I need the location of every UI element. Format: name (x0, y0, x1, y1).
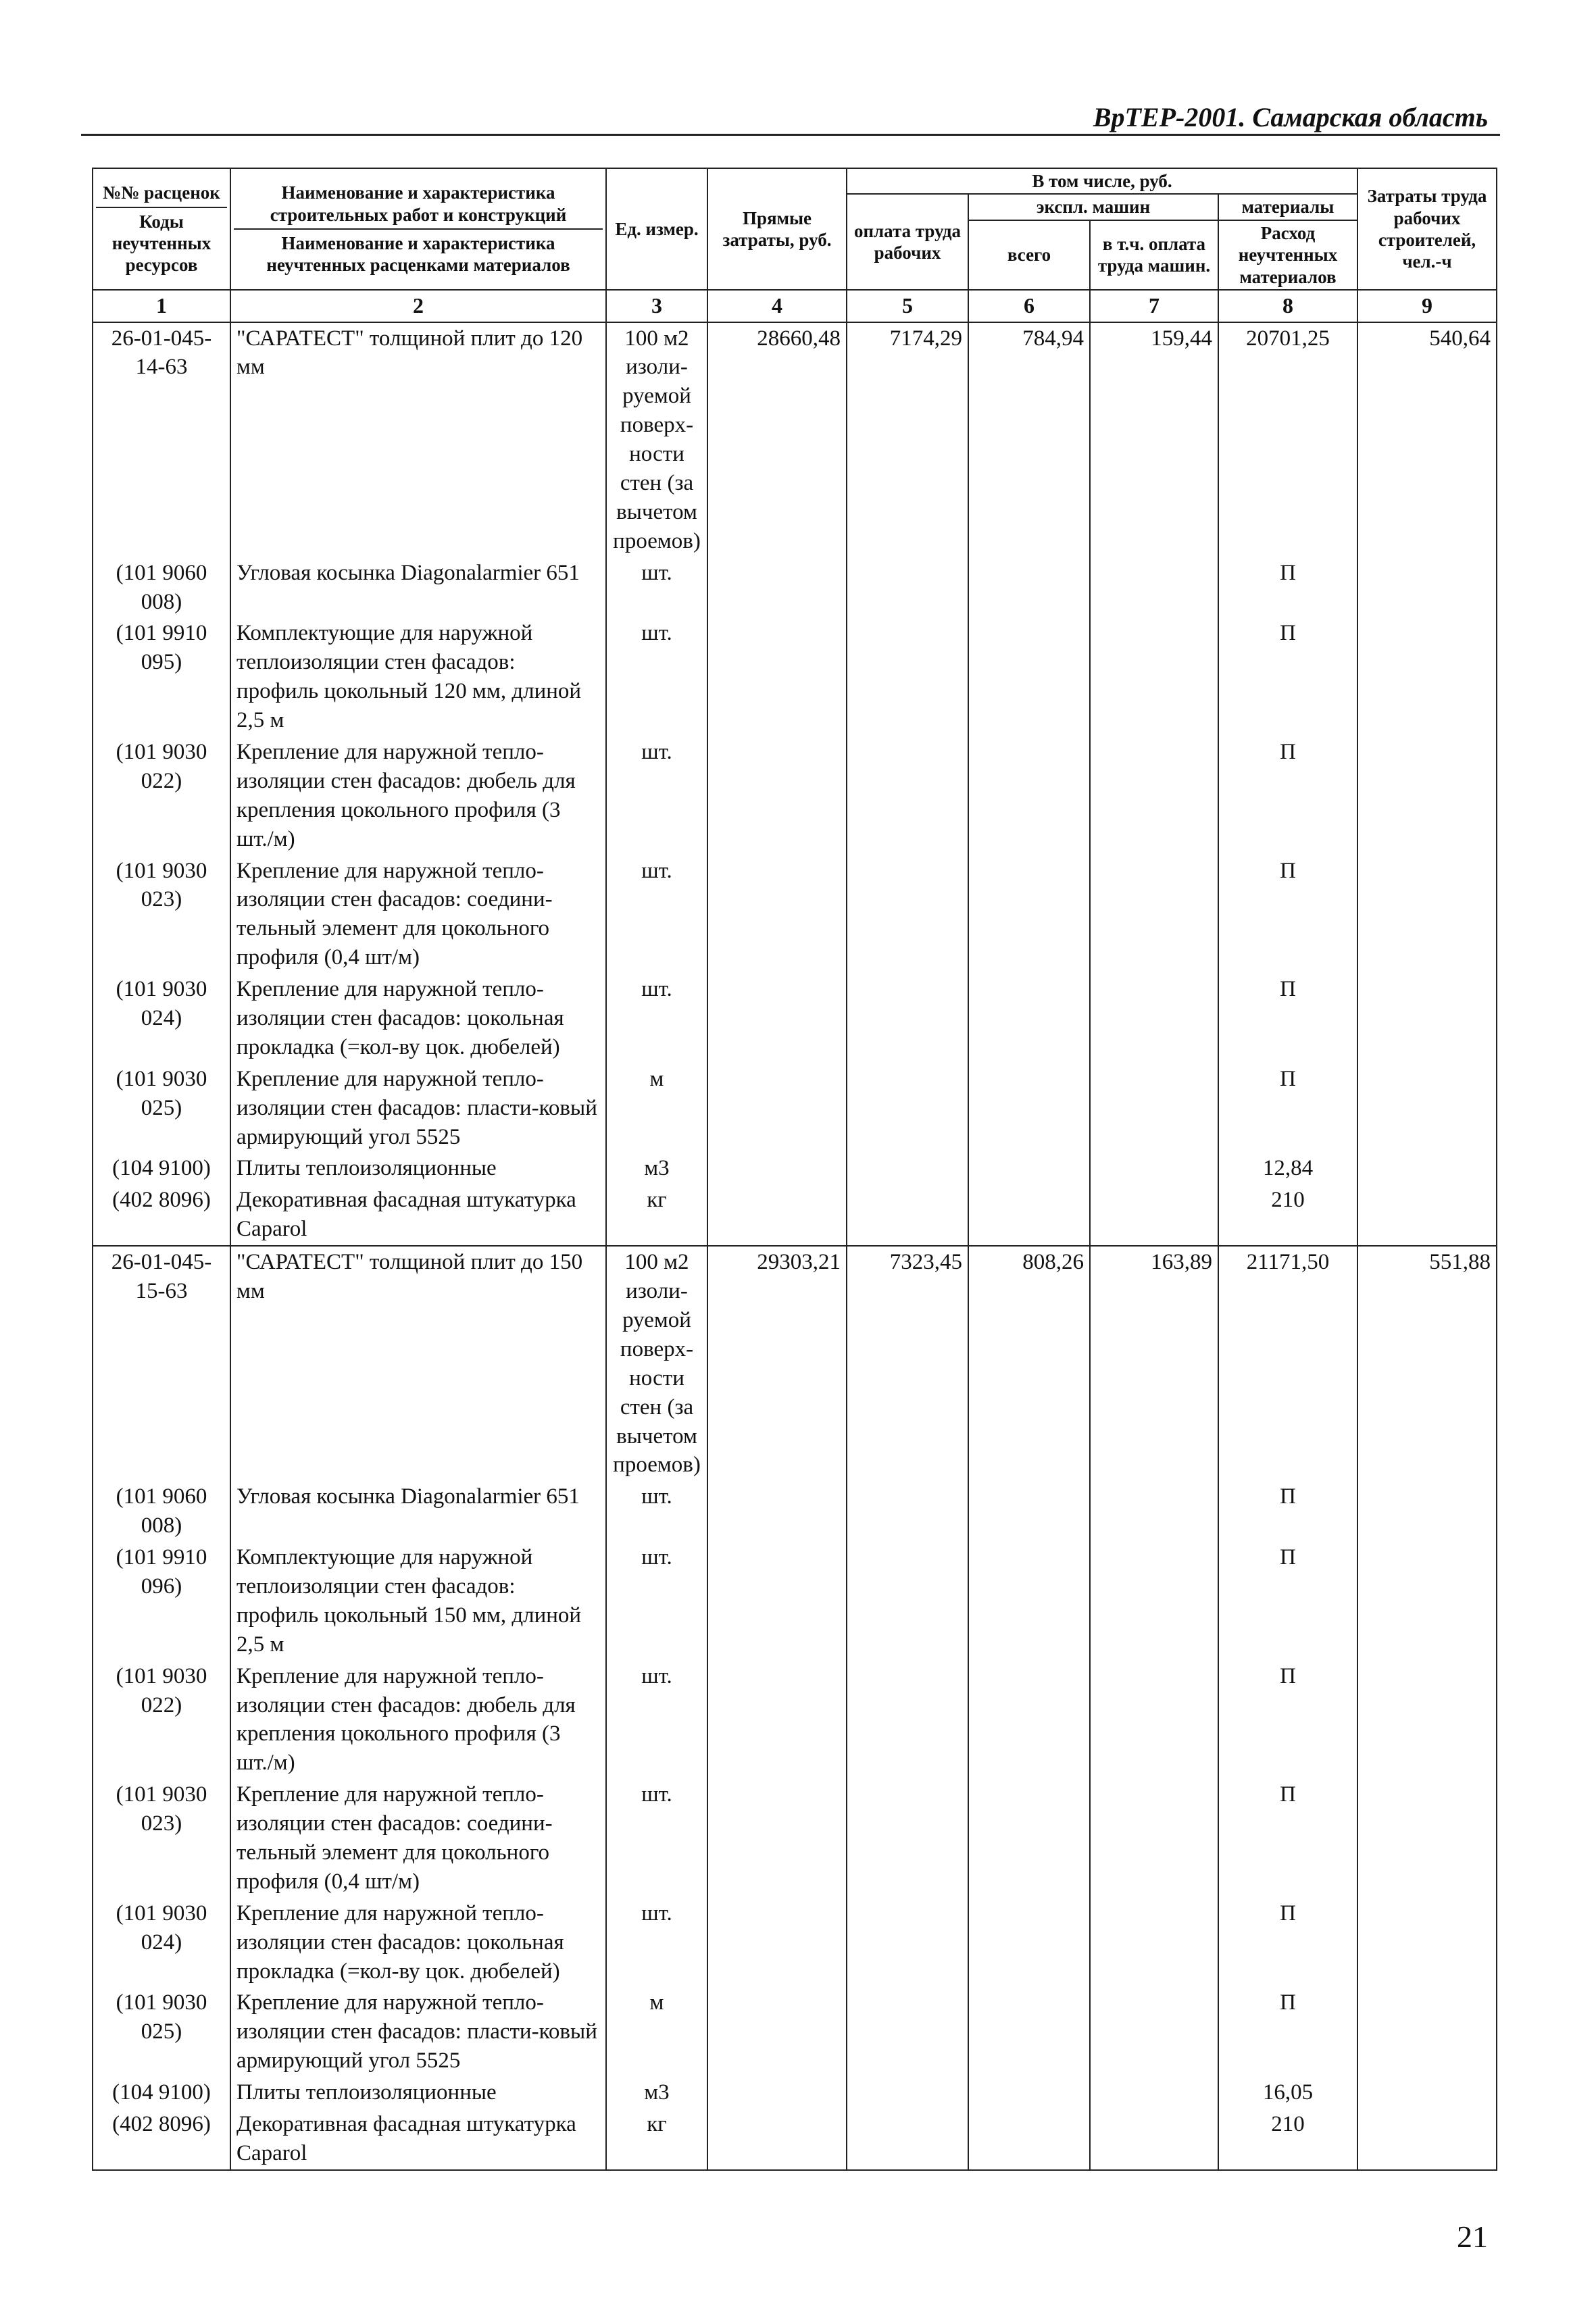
materials-cell: П (1218, 1542, 1357, 1661)
direct-cost-cell (707, 1779, 847, 1898)
labor-pay-cell (847, 974, 968, 1063)
labor-hours-cell (1357, 1661, 1497, 1780)
labor-hours-cell (1357, 1987, 1497, 2077)
resource-code: (101 9030 023) (93, 1779, 230, 1898)
labor-pay-cell: 7174,29 (847, 322, 968, 557)
rate-rows (93, 322, 1497, 2170)
machine-labor-cell (1090, 1987, 1218, 2077)
table-row (93, 736, 1497, 855)
item-name: Комплектующие для наружной теплоизоляции стен фасадов: профиль цокольный 120 мм, длиной 2,5 м (230, 618, 606, 736)
column-number: 9 (1357, 290, 1497, 322)
page-number: 21 (1457, 2219, 1488, 2254)
direct-cost-cell (707, 974, 847, 1063)
running-title: ВрТЕР-2001. Самарская область (1093, 102, 1488, 132)
machine-labor-cell: 163,89 (1090, 1246, 1218, 1481)
labor-pay-cell (847, 1481, 968, 1542)
labor-hours-cell (1357, 1153, 1497, 1184)
direct-cost-cell (707, 1153, 847, 1184)
header-labor-costs: Затраты труда рабочих строителей, чел.-ч (1357, 168, 1497, 290)
column-number: 5 (847, 290, 968, 322)
machine-total-cell (968, 618, 1090, 736)
labor-pay-cell (847, 1661, 968, 1780)
resource-code: 26-01-045-15-63 (93, 1246, 230, 1481)
column-number: 2 (230, 290, 606, 322)
item-name: Комплектующие для наружной теплоизоляции стен фасадов: профиль цокольный 150 мм, длиной 2,5 м (230, 1542, 606, 1661)
machine-total-cell (968, 1153, 1090, 1184)
header-work-name (230, 168, 606, 290)
header-machine-total: всего (968, 220, 1090, 290)
labor-pay-cell (847, 2109, 968, 2170)
direct-cost-cell (707, 1542, 847, 1661)
labor-hours-cell (1357, 974, 1497, 1063)
machine-labor-cell (1090, 1898, 1218, 1988)
unit-cell: шт. (606, 618, 707, 736)
unit-cell: 100 м2 изоли-руемой поверх-ности стен (за вычетом проемов) (606, 322, 707, 557)
machine-total-cell (968, 1898, 1090, 1988)
materials-cell: П (1218, 974, 1357, 1063)
unit-cell: шт. (606, 1779, 707, 1898)
machine-total-cell: 784,94 (968, 322, 1090, 557)
item-name: Крепление для наружной тепло-изоляции стен фасадов: соедини-тельный элемент для цокольного профиля (0,4 шт/м) (230, 1779, 606, 1898)
direct-cost-cell (707, 1184, 847, 1246)
item-name: Крепление для наружной тепло-изоляции стен фасадов: дюбель для крепления цокольного профиля (3 шт./м) (230, 736, 606, 855)
table-row (93, 1184, 1497, 1246)
table-row (93, 1153, 1497, 1184)
labor-pay-cell (847, 557, 968, 618)
header-material-description: Наименование и характеристика неучтенных расценками материалов (266, 232, 570, 276)
machine-labor-cell (1090, 736, 1218, 855)
unit-cell: шт. (606, 1481, 707, 1542)
resource-code: (101 9030 024) (93, 974, 230, 1063)
resource-code: (402 8096) (93, 2109, 230, 2170)
unit-cell: м3 (606, 2077, 707, 2109)
column-number: 8 (1218, 290, 1357, 322)
table-row (93, 1779, 1497, 1898)
table-row (93, 1661, 1497, 1780)
column-number: 4 (707, 290, 847, 322)
unit-cell: шт. (606, 974, 707, 1063)
direct-cost-cell (707, 2077, 847, 2109)
resource-code: (402 8096) (93, 1184, 230, 1246)
header-resource-code: Коды неучтенных ресурсов (111, 211, 211, 276)
machine-labor-cell: 159,44 (1090, 322, 1218, 557)
labor-pay-cell (847, 1779, 968, 1898)
labor-hours-cell (1357, 1898, 1497, 1988)
materials-cell: 210 (1218, 1184, 1357, 1246)
table-row (93, 1987, 1497, 2077)
materials-cell: 16,05 (1218, 2077, 1357, 2109)
machine-labor-cell (1090, 618, 1218, 736)
labor-pay-cell (847, 1987, 968, 2077)
rates-table (92, 168, 1497, 2171)
labor-hours-cell (1357, 855, 1497, 974)
direct-cost-cell: 28660,48 (707, 322, 847, 557)
item-name: Декоративная фасадная штукатурка Caparol (230, 1184, 606, 1246)
machine-total-cell (968, 736, 1090, 855)
direct-cost-cell (707, 1063, 847, 1153)
labor-hours-cell (1357, 1542, 1497, 1661)
resource-code: (101 9910 095) (93, 618, 230, 736)
machine-total-cell (968, 1481, 1090, 1542)
machine-total-cell (968, 1184, 1090, 1246)
labor-pay-cell (847, 736, 968, 855)
machine-total-cell: 808,26 (968, 1246, 1090, 1481)
materials-cell: П (1218, 1898, 1357, 1988)
machine-total-cell (968, 557, 1090, 618)
machine-total-cell (968, 974, 1090, 1063)
table-row (93, 1481, 1497, 1542)
resource-code: (101 9030 022) (93, 1661, 230, 1780)
item-name: Угловая косынка Diagonalarmier 651 (230, 1481, 606, 1542)
unit-cell: кг (606, 2109, 707, 2170)
machine-total-cell (968, 2077, 1090, 2109)
table-row (93, 974, 1497, 1063)
labor-pay-cell (847, 1898, 968, 1988)
resource-code: (101 9060 008) (93, 1481, 230, 1542)
resource-code: (104 9100) (93, 2077, 230, 2109)
machine-total-cell (968, 1779, 1090, 1898)
labor-hours-cell (1357, 1063, 1497, 1153)
column-number: 3 (606, 290, 707, 322)
direct-cost-cell (707, 1898, 847, 1988)
labor-hours-cell (1357, 2077, 1497, 2109)
resource-code: (101 9910 096) (93, 1542, 230, 1661)
machine-labor-cell (1090, 1184, 1218, 1246)
machine-total-cell (968, 2109, 1090, 2170)
machine-labor-cell (1090, 855, 1218, 974)
unit-cell: 100 м2 изоли-руемой поверх-ности стен (за вычетом проемов) (606, 1246, 707, 1481)
machine-labor-cell (1090, 557, 1218, 618)
table-row (93, 618, 1497, 736)
machine-labor-cell (1090, 2109, 1218, 2170)
table-row (93, 855, 1497, 974)
labor-hours-cell: 551,88 (1357, 1246, 1497, 1481)
table-row (93, 322, 1497, 557)
direct-cost-cell (707, 736, 847, 855)
item-name: Крепление для наружной тепло-изоляции стен фасадов: дюбель для крепления цокольного профиля (3 шт./м) (230, 1661, 606, 1780)
direct-cost-cell (707, 1661, 847, 1780)
table-row (93, 1898, 1497, 1988)
header-labor-pay: оплата труда рабочих (847, 194, 968, 290)
machine-labor-cell (1090, 974, 1218, 1063)
machine-labor-cell (1090, 1661, 1218, 1780)
materials-cell: 20701,25 (1218, 322, 1357, 557)
column-number-row (93, 290, 1497, 322)
item-name: Декоративная фасадная штукатурка Caparol (230, 2109, 606, 2170)
table-row (93, 1246, 1497, 1481)
item-name: Плиты теплоизоляционные (230, 2077, 606, 2109)
item-name: Крепление для наружной тепло-изоляции стен фасадов: пласти-ковый армирующий угол 5525 (230, 1987, 606, 2077)
materials-cell: П (1218, 1661, 1357, 1780)
unit-cell: шт. (606, 1542, 707, 1661)
item-name: Крепление для наружной тепло-изоляции стен фасадов: цокольная прокладка (=кол-ву цок. дюбелей) (230, 1898, 606, 1988)
header-including: В том числе, руб. (847, 168, 1357, 194)
header-materials-usage: Расход неучтенных материалов (1218, 220, 1357, 290)
machine-labor-cell (1090, 1779, 1218, 1898)
materials-cell: П (1218, 1987, 1357, 2077)
column-number: 1 (93, 290, 230, 322)
unit-cell: шт. (606, 557, 707, 618)
materials-cell: 12,84 (1218, 1153, 1357, 1184)
labor-hours-cell (1357, 736, 1497, 855)
direct-cost-cell (707, 1481, 847, 1542)
machine-total-cell (968, 855, 1090, 974)
machine-total-cell (968, 1987, 1090, 2077)
item-name: Крепление для наружной тепло-изоляции стен фасадов: пласти-ковый армирующий угол 5525 (230, 1063, 606, 1153)
header-rate-number: №№ расценок (96, 179, 227, 207)
machine-labor-cell (1090, 1063, 1218, 1153)
direct-cost-cell (707, 2109, 847, 2170)
materials-cell: П (1218, 557, 1357, 618)
materials-cell: П (1218, 618, 1357, 736)
resource-code: (101 9060 008) (93, 557, 230, 618)
labor-pay-cell: 7323,45 (847, 1246, 968, 1481)
unit-cell: м3 (606, 1153, 707, 1184)
item-name: "САРАТЕСТ" толщиной плит до 150 мм (230, 1246, 606, 1481)
materials-cell: П (1218, 1481, 1357, 1542)
materials-cell: П (1218, 855, 1357, 974)
table-row (93, 2109, 1497, 2170)
unit-cell: шт. (606, 736, 707, 855)
header-machine-labor: в т.ч. оплата труда машин. (1090, 220, 1218, 290)
item-name: Крепление для наружной тепло-изоляции стен фасадов: соедини-тельный элемент для цокольного профиля (0,4 шт/м) (230, 855, 606, 974)
labor-pay-cell (847, 1153, 968, 1184)
unit-cell: шт. (606, 855, 707, 974)
direct-cost-cell: 29303,21 (707, 1246, 847, 1481)
resource-code: (101 9030 025) (93, 1063, 230, 1153)
machine-labor-cell (1090, 1481, 1218, 1542)
labor-hours-cell (1357, 2109, 1497, 2170)
unit-cell: м (606, 1063, 707, 1153)
labor-hours-cell (1357, 1184, 1497, 1246)
header-machine-ops: экспл. машин (968, 194, 1218, 220)
header-rate-code (93, 168, 230, 290)
direct-cost-cell (707, 855, 847, 974)
materials-cell: 210 (1218, 2109, 1357, 2170)
labor-pay-cell (847, 1542, 968, 1661)
labor-pay-cell (847, 2077, 968, 2109)
labor-hours-cell (1357, 1779, 1497, 1898)
unit-cell: шт. (606, 1898, 707, 1988)
machine-labor-cell (1090, 1153, 1218, 1184)
unit-cell: м (606, 1987, 707, 2077)
unit-cell: кг (606, 1184, 707, 1246)
header-rule (81, 134, 1500, 136)
column-number: 7 (1090, 290, 1218, 322)
machine-labor-cell (1090, 1542, 1218, 1661)
direct-cost-cell (707, 557, 847, 618)
direct-cost-cell (707, 618, 847, 736)
resource-code: (101 9030 025) (93, 1987, 230, 2077)
table-row (93, 1063, 1497, 1153)
unit-cell: шт. (606, 1661, 707, 1780)
table-row (93, 557, 1497, 618)
labor-pay-cell (847, 1184, 968, 1246)
machine-total-cell (968, 1542, 1090, 1661)
materials-cell: 21171,50 (1218, 1246, 1357, 1481)
machine-total-cell (968, 1661, 1090, 1780)
labor-hours-cell (1357, 557, 1497, 618)
labor-pay-cell (847, 855, 968, 974)
resource-code: 26-01-045-14-63 (93, 322, 230, 557)
header-materials: материалы (1218, 194, 1357, 220)
labor-pay-cell (847, 1063, 968, 1153)
materials-cell: П (1218, 736, 1357, 855)
header-direct-costs: Прямые затраты, руб. (707, 168, 847, 290)
materials-cell: П (1218, 1063, 1357, 1153)
labor-pay-cell (847, 618, 968, 736)
item-name: "САРАТЕСТ" толщиной плит до 120 мм (230, 322, 606, 557)
header-unit: Ед. измер. (606, 168, 707, 290)
materials-cell: П (1218, 1779, 1357, 1898)
resource-code: (101 9030 022) (93, 736, 230, 855)
item-name: Плиты теплоизоляционные (230, 1153, 606, 1184)
machine-total-cell (968, 1063, 1090, 1153)
labor-hours-cell: 540,64 (1357, 322, 1497, 557)
resource-code: (101 9030 024) (93, 1898, 230, 1988)
machine-labor-cell (1090, 2077, 1218, 2109)
labor-hours-cell (1357, 618, 1497, 736)
header-work-description: Наименование и характеристика строительных работ и конструкций (234, 179, 603, 230)
item-name: Угловая косынка Diagonalarmier 651 (230, 557, 606, 618)
column-number: 6 (968, 290, 1090, 322)
resource-code: (101 9030 023) (93, 855, 230, 974)
resource-code: (104 9100) (93, 1153, 230, 1184)
table-row (93, 2077, 1497, 2109)
direct-cost-cell (707, 1987, 847, 2077)
labor-hours-cell (1357, 1481, 1497, 1542)
item-name: Крепление для наружной тепло-изоляции стен фасадов: цокольная прокладка (=кол-ву цок. дюбелей) (230, 974, 606, 1063)
table-row (93, 1542, 1497, 1661)
